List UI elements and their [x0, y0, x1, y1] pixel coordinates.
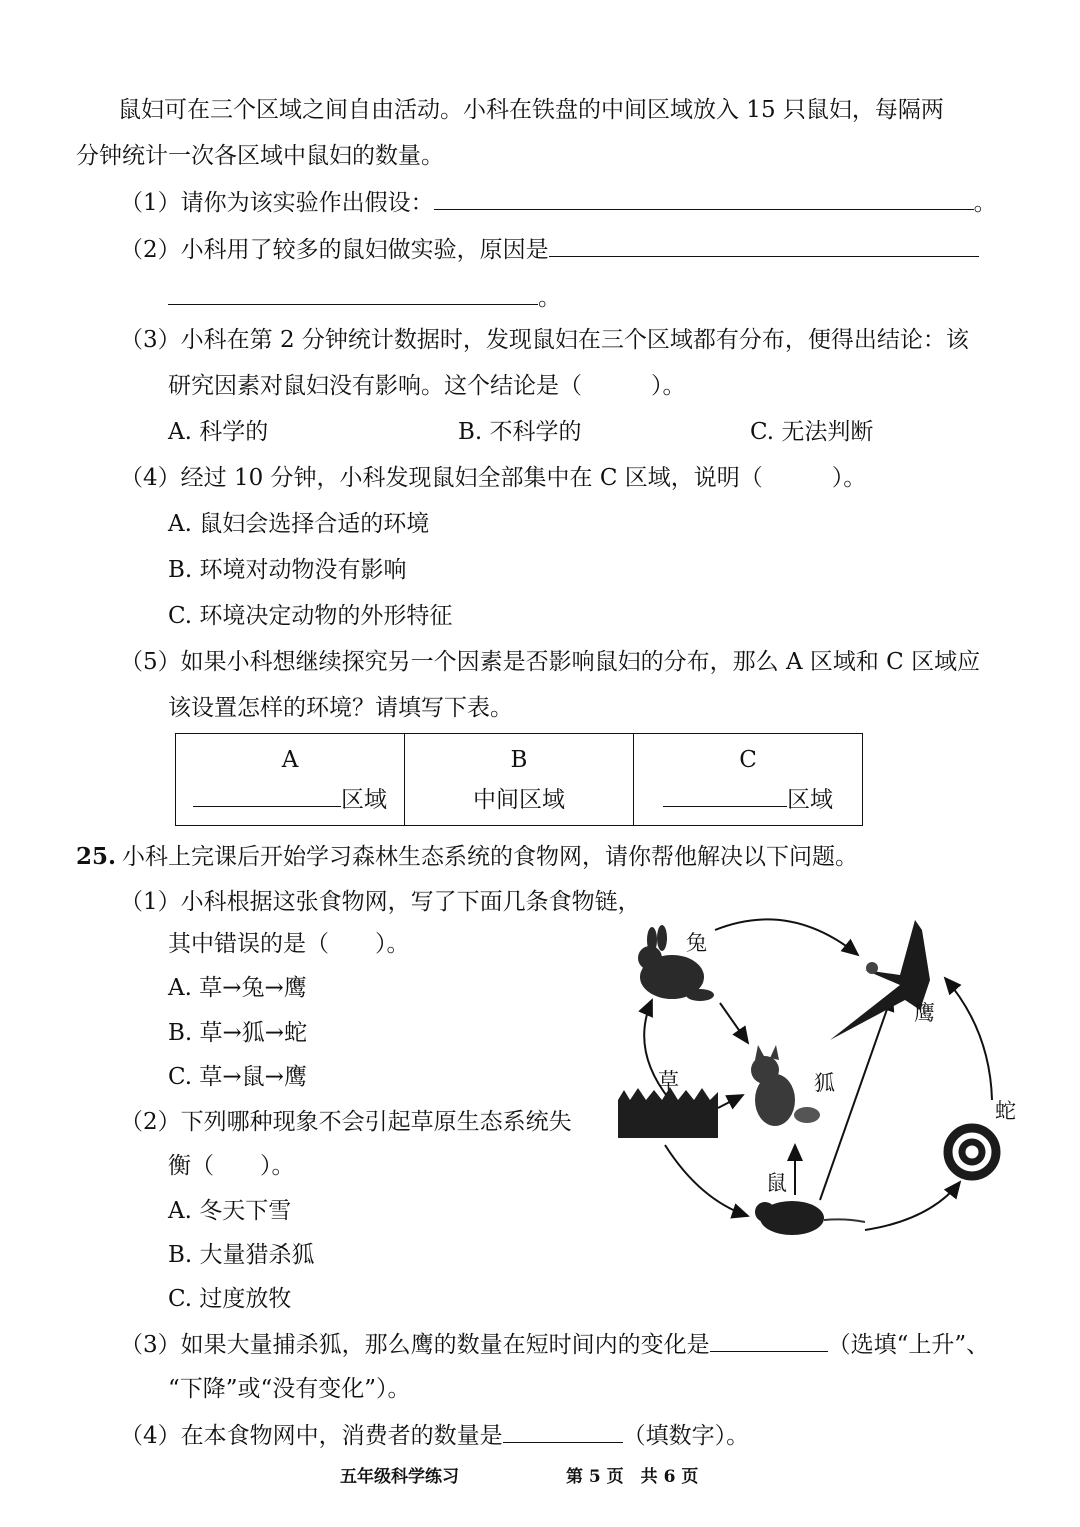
- footer-page-number: 第 5 页 共 6 页: [566, 1467, 699, 1487]
- q25-part3-hint: （选填“上升”、: [827, 1332, 990, 1358]
- zone-b-cell: [405, 734, 634, 826]
- eagle-label: 鹰: [914, 1001, 935, 1025]
- q25-part3-line2: “下降”或“没有变化”）。: [168, 1376, 411, 1402]
- q25-part1-option-a[interactable]: A. 草→兔→鹰: [168, 975, 307, 1001]
- reason-answer-blank-2[interactable]: [168, 282, 538, 305]
- footer-subject: 五年级科学练习: [340, 1467, 459, 1487]
- zone-c-cell: [634, 734, 863, 826]
- snake-label: 蛇: [995, 1099, 1016, 1123]
- zone-table: [175, 733, 863, 826]
- q25-part1-line2: 其中错误的是（ ）。: [168, 931, 410, 957]
- eagle-change-blank[interactable]: [710, 1329, 828, 1352]
- q24-part5-line2: 该设置怎样的环境？请填写下表。: [168, 695, 513, 721]
- q24-part4: （4）经过 10 分钟，小科发现鼠妇全部集中在 C 区域，说明（ ）。: [120, 465, 867, 491]
- q24-part3-option-b[interactable]: B. 不科学的: [458, 419, 582, 445]
- q24-part4-option-c[interactable]: C. 环境决定动物的外形特征: [168, 603, 453, 629]
- reason-answer-blank-1[interactable]: [549, 234, 979, 257]
- q24-intro-line2: 分钟统计一次各区域中鼠妇的数量。: [76, 143, 444, 169]
- zone-a-answer: [176, 780, 404, 824]
- snake-illustration: [948, 1128, 996, 1176]
- q24-part3-option-a[interactable]: A. 科学的: [168, 419, 269, 445]
- zone-c-header: C: [739, 747, 757, 773]
- q24-part4-option-a[interactable]: A. 鼠妇会选择合适的环境: [168, 511, 430, 537]
- q24-part2-cont: [168, 282, 561, 313]
- arrow-rabbit-to-eagle: [715, 919, 858, 955]
- q24-part3-line1: （3）小科在第 2 分钟统计数据时，发现鼠妇在三个区域都有分布，便得出结论：该: [120, 327, 969, 353]
- q24-part1: [120, 187, 997, 218]
- zone-a-cell: [176, 734, 405, 826]
- q25-part3-text: （3）如果大量捕杀狐，那么鹰的数量在短时间内的变化是: [120, 1332, 710, 1358]
- zone-c-blank[interactable]: [663, 784, 787, 807]
- fox-illustration: [751, 1045, 820, 1126]
- q25-part1-option-c[interactable]: C. 草→鼠→鹰: [168, 1064, 307, 1090]
- q24-part1-text: （1）请你为该实验作出假设：: [120, 190, 434, 216]
- zone-a-label: 区域: [341, 787, 387, 813]
- q25-part4-text: （4）在本食物网中，消费者的数量是: [120, 1423, 503, 1449]
- consumer-count-blank[interactable]: [503, 1420, 623, 1443]
- grass-illustration: [618, 1087, 718, 1138]
- grass-label: 草: [658, 1069, 679, 1093]
- zone-b-header: B: [510, 747, 528, 773]
- q25-part4: [120, 1420, 749, 1451]
- hypothesis-answer-blank[interactable]: [434, 187, 974, 210]
- rabbit-label: 兔: [686, 931, 707, 955]
- q25-part2-option-c[interactable]: C. 过度放牧: [168, 1286, 292, 1312]
- q25-part2-option-b[interactable]: B. 大量猎杀狐: [168, 1242, 315, 1268]
- q24-part2-end: 。: [538, 285, 561, 311]
- q25-part1-option-b[interactable]: B. 草→狐→蛇: [168, 1020, 308, 1046]
- mouse-label: 鼠: [766, 1171, 787, 1195]
- q25-intro: 小科上完课后开始学习森林生态系统的食物网，请你帮他解决以下问题。: [122, 844, 858, 870]
- mouse-illustration: [755, 1201, 865, 1235]
- q25-number: 25.: [76, 843, 117, 870]
- q24-part5-line1: （5）如果小科想继续探究另一个因素是否影响鼠妇的分布，那么 A 区域和 C 区域应: [120, 649, 981, 675]
- q24-part1-end: 。: [973, 190, 997, 216]
- arrow-rabbit-to-fox: [720, 1003, 748, 1043]
- q24-part2: [120, 234, 979, 265]
- arrow-grass-to-fox: [718, 1095, 743, 1108]
- arrow-snake-to-eagle: [945, 978, 992, 1100]
- q24-part3-option-c[interactable]: C. 无法判断: [750, 419, 874, 445]
- q25-part2-line1: （2）下列哪种现象不会引起草原生态系统失: [120, 1109, 572, 1135]
- zone-a-header: A: [281, 747, 299, 773]
- q25-part2-line2: 衡（ ）。: [168, 1153, 295, 1179]
- q25-part1-line1: （1）小科根据这张食物网，写了下面几条食物链，: [120, 889, 641, 915]
- q24-part3-line2: 研究因素对鼠妇没有影响。这个结论是（ ）。: [168, 373, 686, 399]
- fox-label: 狐: [814, 1071, 835, 1095]
- food-web-diagram: [600, 900, 1030, 1250]
- q24-part2-text: （2）小科用了较多的鼠妇做实验，原因是: [120, 237, 549, 263]
- q25-part4-hint: （填数字）。: [622, 1423, 750, 1449]
- q25-part2-option-a[interactable]: A. 冬天下雪: [168, 1198, 292, 1224]
- q24-part4-option-b[interactable]: B. 环境对动物没有影响: [168, 557, 407, 583]
- arrow-mouse-to-snake: [865, 1182, 960, 1230]
- q25-part3-line1: [120, 1329, 989, 1360]
- q24-intro-line1: 鼠妇可在三个区域之间自由活动。小科在铁盘的中间区域放入 15 只鼠妇，每隔两: [118, 97, 944, 123]
- zone-c-answer: [634, 780, 862, 824]
- zone-a-blank[interactable]: [193, 784, 341, 807]
- zone-c-label: 区域: [787, 787, 833, 813]
- arrow-grass-to-mouse: [665, 1145, 748, 1216]
- zone-b-label: 中间区域: [473, 787, 565, 813]
